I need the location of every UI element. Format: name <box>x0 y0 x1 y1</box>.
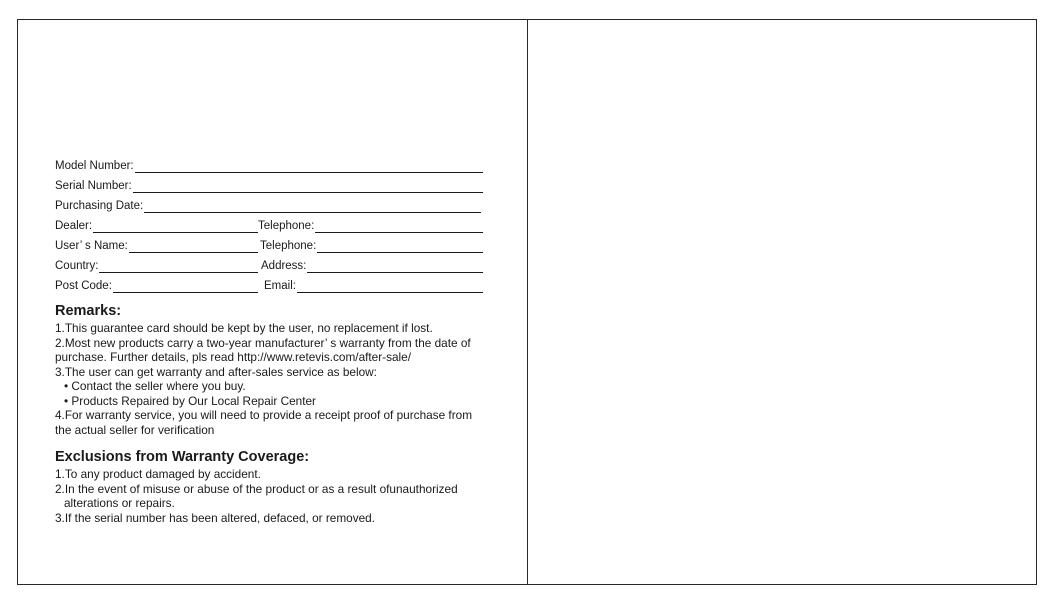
users-name-field[interactable] <box>55 237 258 253</box>
model-number-label: Model Number: <box>55 160 134 172</box>
remarks-bullet: • Products Repaired by Our Local Repair Center <box>64 393 316 408</box>
remarks-line: 1.This guarantee card should be kept by the user, no replacement if lost. <box>55 321 433 335</box>
telephone-line[interactable] <box>315 220 483 233</box>
left-panel <box>55 20 510 584</box>
remarks-heading: Remarks: <box>55 303 122 319</box>
exclusions-heading: Exclusions from Warranty Coverage: <box>55 449 310 465</box>
dealer-row <box>55 217 483 233</box>
email-label: Email: <box>264 280 296 292</box>
dealer-label: Dealer: <box>55 220 93 232</box>
telephone-label: Telephone: <box>258 220 315 232</box>
serial-number-line[interactable] <box>133 180 483 193</box>
right-panel <box>528 20 1036 584</box>
users-name-row <box>55 237 483 253</box>
exclusions-line: 2.In the event of misuse or abuse of the product or as a result ofunauthorized <box>55 481 458 496</box>
remarks-line: 2.Most new products carry a two-year manufacturer’ s warranty from the date of <box>55 335 471 350</box>
email-line[interactable] <box>297 280 483 293</box>
remarks-line: purchase. Further details, pls read http://www.retevis.com/after-sale/ <box>55 350 412 364</box>
country-field[interactable] <box>55 257 258 273</box>
post-code-label: Post Code: <box>55 280 112 292</box>
serial-number-row <box>55 177 483 193</box>
model-number-field[interactable] <box>55 157 483 173</box>
dealer-field[interactable] <box>55 217 258 233</box>
country-label: Country: <box>55 260 99 272</box>
email-field[interactable] <box>264 277 483 293</box>
purchasing-date-line[interactable] <box>144 200 481 213</box>
address-label: Address: <box>261 260 307 272</box>
remarks-bullet: • Contact the seller where you buy. <box>64 379 246 393</box>
post-code-row <box>55 277 483 293</box>
model-number-line[interactable] <box>135 160 483 173</box>
exclusions-line: 3.If the serial number has been altered, defaced, or removed. <box>55 510 376 525</box>
telephone-field[interactable] <box>258 217 483 233</box>
user-telephone-line[interactable] <box>317 240 483 253</box>
country-line[interactable] <box>99 260 258 273</box>
address-line[interactable] <box>307 260 483 273</box>
remarks-line: 3.The user can get warranty and after-sales service as below: <box>55 364 377 379</box>
exclusions-line: 1.To any product damaged by accident. <box>55 467 261 481</box>
user-telephone-label: Telephone: <box>260 240 317 252</box>
purchasing-date-row <box>55 197 483 213</box>
purchasing-date-label: Purchasing Date: <box>55 200 144 212</box>
user-telephone-field[interactable] <box>260 237 483 253</box>
exclusions-line: alterations or repairs. <box>64 496 175 510</box>
model-number-row <box>55 157 483 173</box>
users-name-label: User’ s Name: <box>55 240 128 252</box>
address-field[interactable] <box>261 257 483 273</box>
serial-number-field[interactable] <box>55 177 483 193</box>
country-row <box>55 257 483 273</box>
post-code-field[interactable] <box>55 277 258 293</box>
warranty-card <box>17 19 1037 585</box>
users-name-line[interactable] <box>129 240 258 253</box>
serial-number-label: Serial Number: <box>55 180 132 192</box>
dealer-line[interactable] <box>93 220 258 233</box>
purchasing-date-field[interactable] <box>55 197 481 213</box>
remarks-line: 4.For warranty service, you will need to provide a receipt proof of purchase from <box>55 408 473 422</box>
remarks-line: the actual seller for verification <box>55 422 215 437</box>
post-code-line[interactable] <box>113 280 258 293</box>
